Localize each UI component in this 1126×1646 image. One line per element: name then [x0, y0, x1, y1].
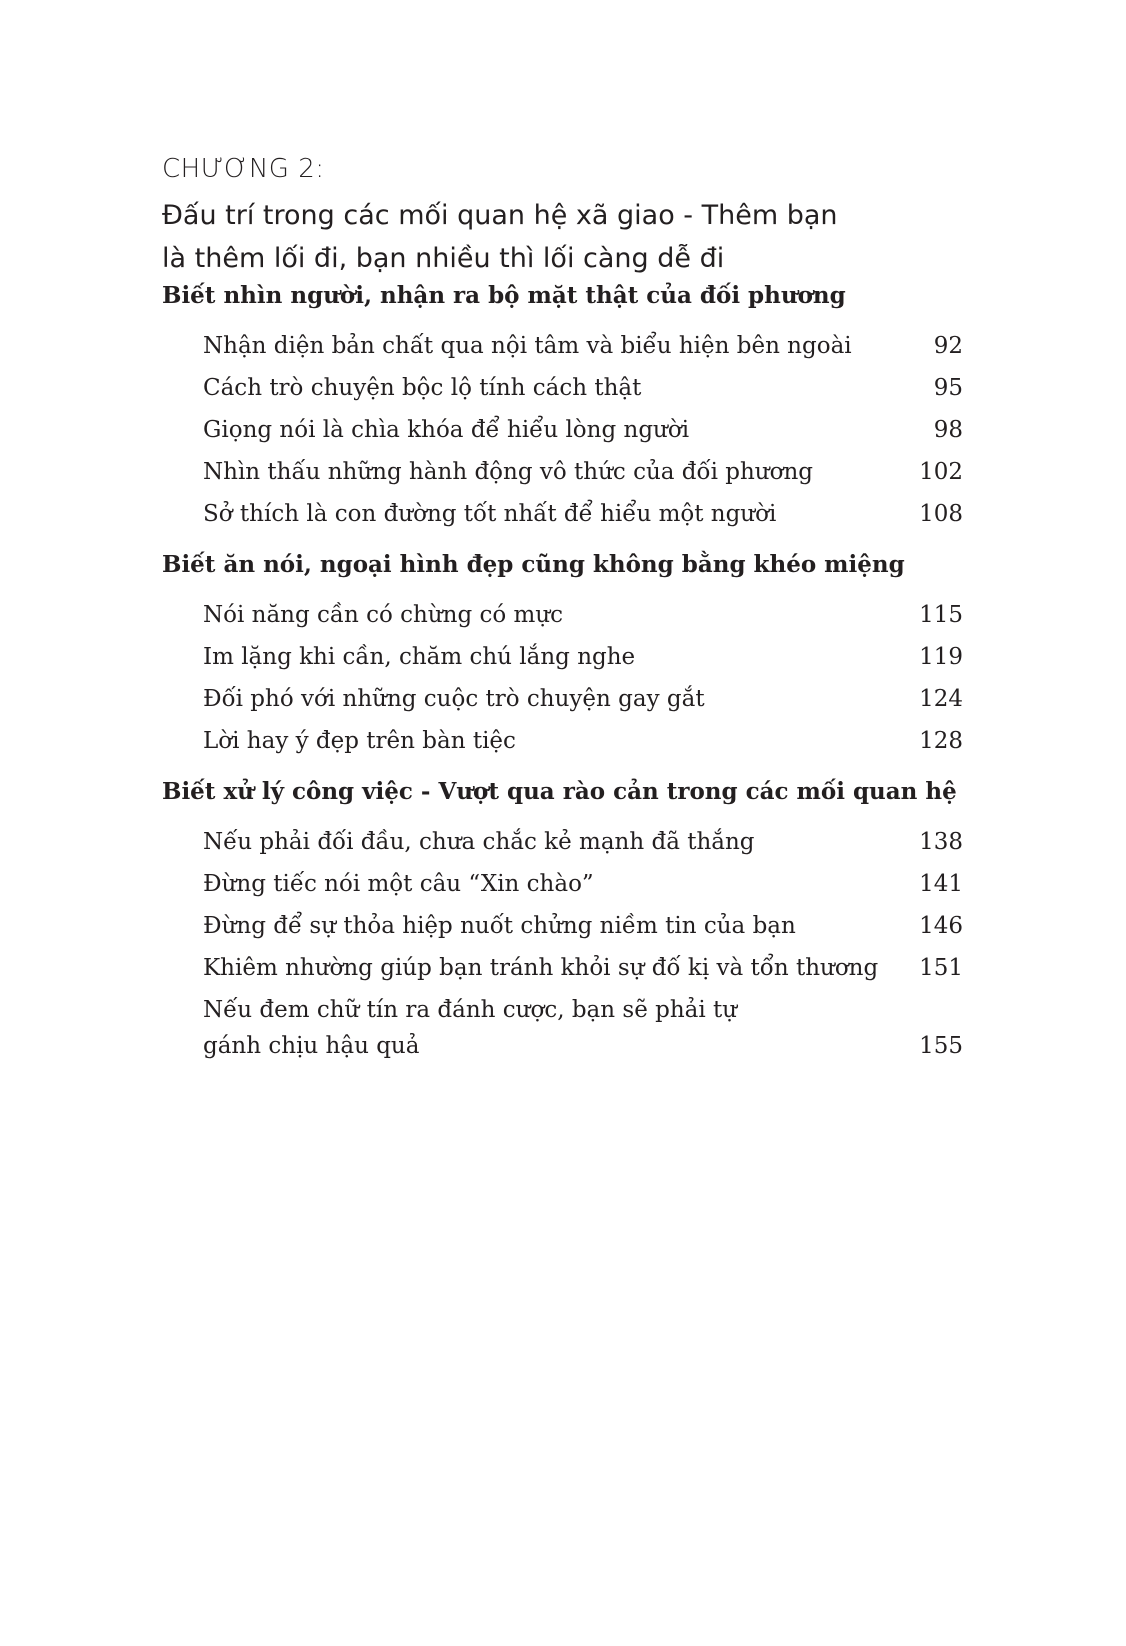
toc-entry-page: 124 [919, 686, 963, 712]
toc-entry-page: 115 [919, 602, 963, 628]
toc-entry-page: 102 [919, 459, 963, 485]
toc-entry-page: 119 [919, 644, 963, 670]
toc-entry-title: Giọng nói là chìa khóa để hiểu lòng người [203, 417, 690, 443]
toc-entry[interactable] [203, 412, 963, 448]
toc-entry-page: 95 [933, 375, 963, 401]
toc-entry[interactable] [203, 824, 963, 860]
toc-entry-title: Sở thích là con đường tốt nhất để hiểu một người [203, 501, 777, 527]
toc-entry[interactable] [203, 908, 963, 944]
toc-entry[interactable] [203, 639, 963, 675]
toc-entry-page: 141 [919, 871, 963, 897]
toc-entry-title: Nếu phải đối đầu, chưa chắc kẻ mạnh đã thắng [203, 829, 755, 855]
chapter-title-line-1: Đấu trí trong các mối quan hệ xã giao - Thêm bạn [162, 200, 838, 231]
chapter-title-line-2: là thêm lối đi, bạn nhiều thì lối càng dễ đi [162, 243, 725, 274]
toc-entry-title: Nói năng cần có chừng có mực [203, 602, 564, 628]
toc-entry-title: Nhận diện bản chất qua nội tâm và biểu hiện bên ngoài [203, 333, 852, 359]
toc-entry-title: Cách trò chuyện bộc lộ tính cách thật [203, 375, 642, 401]
toc-entry-title-line-1: Nếu đem chữ tín ra đánh cược, bạn sẽ phải tự [203, 997, 738, 1023]
toc-entry-title: Lời hay ý đẹp trên bàn tiệc [203, 728, 516, 754]
toc-entry-page: 98 [933, 417, 963, 443]
toc-entry[interactable] [203, 950, 963, 986]
toc-entry[interactable] [203, 328, 963, 364]
toc-entry-title [203, 992, 883, 1064]
toc-entry-page: 108 [919, 501, 963, 527]
toc-entry-title: Đối phó với những cuộc trò chuyện gay gắt [203, 686, 705, 712]
toc-entry-title: Đừng tiếc nói một câu “Xin chào” [203, 871, 594, 897]
toc-entry-page: 128 [919, 728, 963, 754]
toc-entry-page: 146 [919, 913, 963, 939]
toc-entry-page: 92 [933, 333, 963, 359]
toc-entry-title: Đừng để sự thỏa hiệp nuốt chửng niềm tin của bạn [203, 913, 796, 939]
toc-entry[interactable] [203, 992, 963, 1064]
toc-entry[interactable] [203, 866, 963, 902]
toc-entry[interactable] [203, 370, 963, 406]
section-heading-3: Biết xử lý công việc - Vượt qua rào cản trong các mối quan hệ [162, 778, 957, 805]
toc-entry-page: 151 [919, 955, 963, 981]
toc-entry[interactable] [203, 681, 963, 717]
toc-entry-title: Im lặng khi cần, chăm chú lắng nghe [203, 644, 636, 670]
toc-entry-title: Khiêm nhường giúp bạn tránh khỏi sự đố kị và tổn thương [203, 955, 879, 981]
toc-entry-page: 155 [919, 1033, 963, 1059]
toc-entry[interactable] [203, 723, 963, 759]
toc-entry[interactable] [203, 496, 963, 532]
section-heading-2: Biết ăn nói, ngoại hình đẹp cũng không bằng khéo miệng [162, 551, 905, 578]
toc-entry-title: Nhìn thấu những hành động vô thức của đối phương [203, 459, 813, 485]
chapter-label: CHƯƠNG 2: [162, 154, 325, 184]
toc-entry[interactable] [203, 597, 963, 633]
toc-entry[interactable] [203, 454, 963, 490]
toc-entry-title-line-2: gánh chịu hậu quả [203, 1033, 420, 1059]
chapter-title [162, 194, 862, 280]
toc-entry-page: 138 [919, 829, 963, 855]
section-heading-1: Biết nhìn người, nhận ra bộ mặt thật của đối phương [162, 282, 846, 309]
